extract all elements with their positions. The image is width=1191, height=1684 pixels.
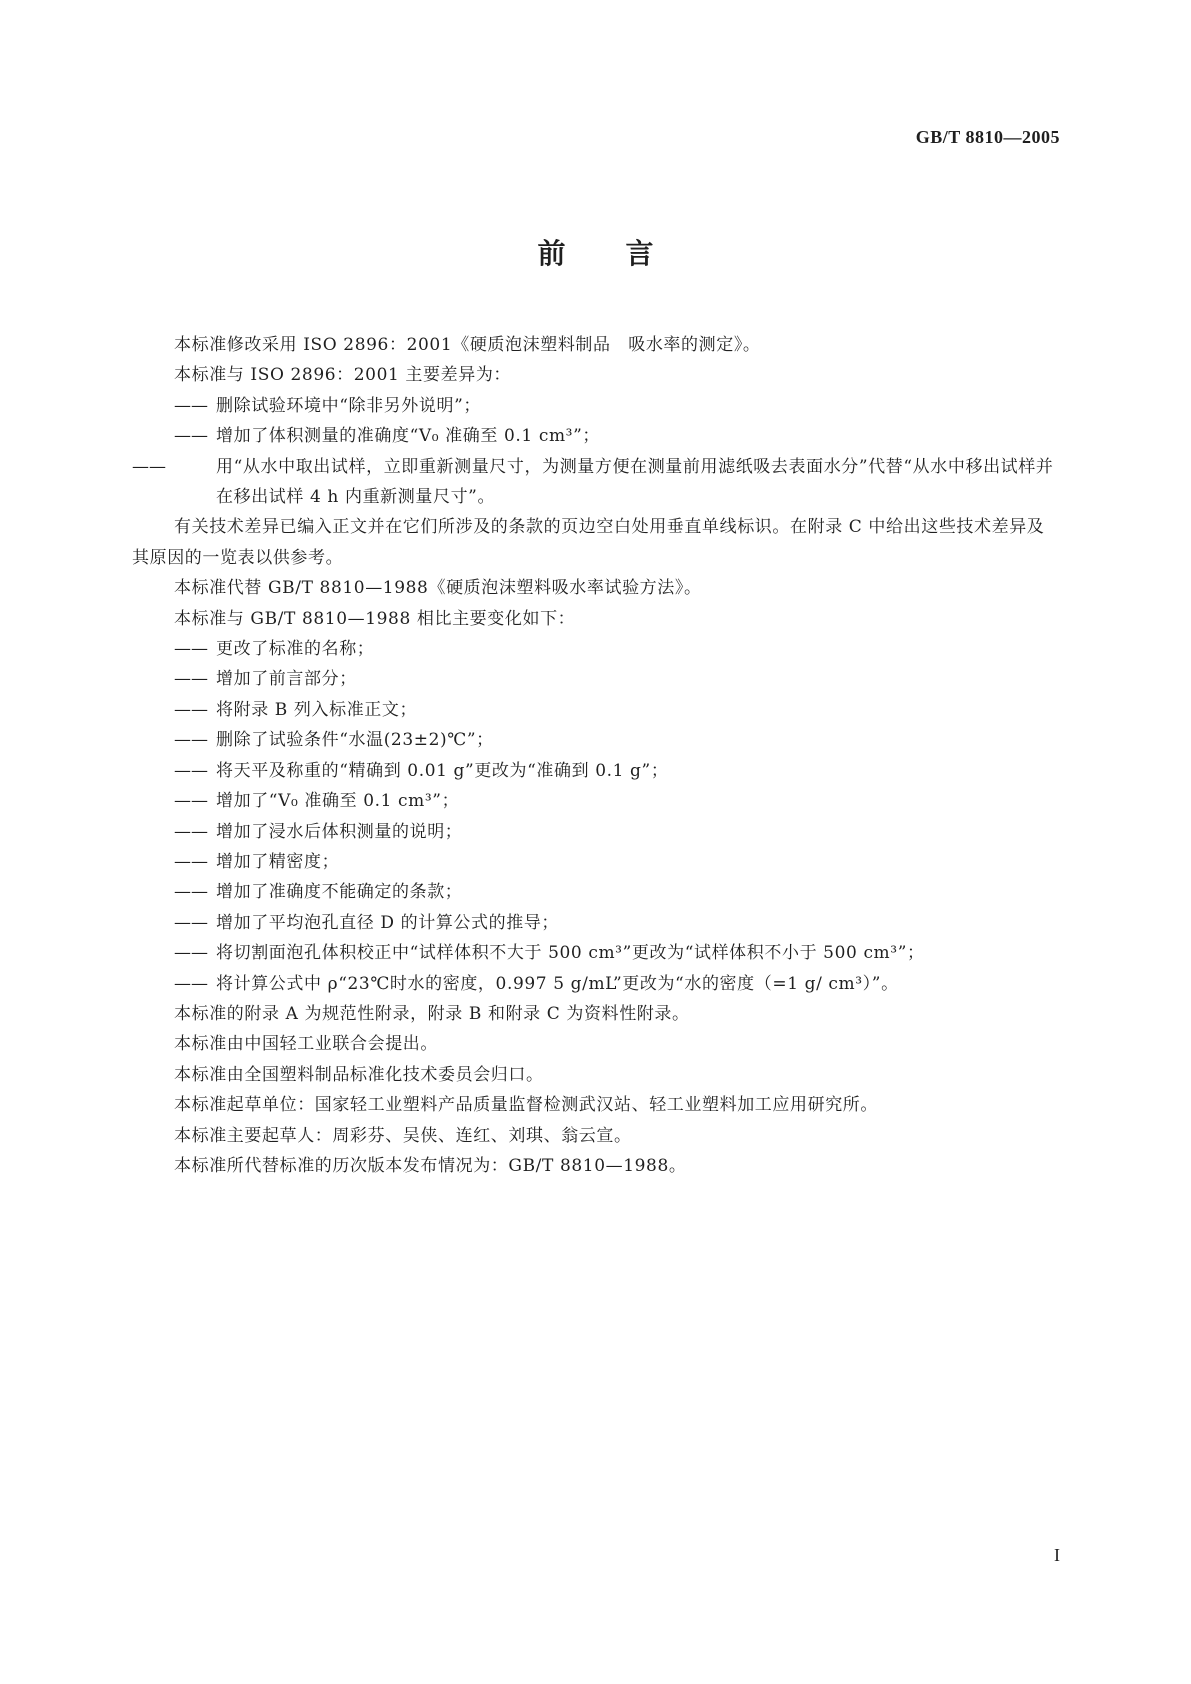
paragraph-replaces: 本标准代替 GB/T 8810—1988《硬质泡沫塑料吸水率试验方法》。 (174, 578, 702, 599)
dash-marker: —— (174, 791, 208, 812)
dash-marker: —— (174, 821, 208, 842)
dash-marker: —— (174, 912, 208, 933)
dash-marker: —— (174, 730, 208, 751)
list-item (132, 421, 1060, 451)
dash-marker: —— (132, 456, 166, 477)
paragraph-drafters: 本标准主要起草人：周彩芬、吴侠、连红、刘琪、翁云宣。 (174, 1125, 632, 1146)
list-item (132, 817, 1060, 847)
dash-marker: —— (174, 426, 208, 447)
list-item (132, 938, 1060, 968)
list-item-text: 更改了标准的名称； (216, 639, 375, 660)
list-item (132, 786, 1060, 816)
paragraph-adoption: 本标准修改采用 ISO 2896：2001《硬质泡沫塑料制品 吸水率的测定》。 (174, 335, 761, 355)
paragraph-changes-intro: 本标准与 GB/T 8810—1988 相比主要变化如下： (174, 608, 576, 629)
list-item-text: 增加了平均泡孔直径 D 的计算公式的推导； (216, 912, 560, 933)
paragraph-proposed-by: 本标准由中国轻工业联合会提出。 (174, 1034, 438, 1055)
dash-marker: —— (174, 699, 208, 720)
list-item-text: 将切割面泡孔体积校正中“试样体积不大于 500 cm³”更改为“试样体积不小于 500 cm³”； (216, 943, 925, 964)
list-item-text: 增加了准确度不能确定的条款； (216, 882, 463, 903)
dash-marker: —— (174, 882, 208, 903)
list-item-text: 将天平及称重的“精确到 0.01 g”更改为“准确到 0.1 g”； (216, 760, 669, 781)
list-item-text: 增加了浸水后体积测量的说明； (216, 821, 463, 842)
foreword-body (132, 330, 1060, 1181)
paragraph-differences-intro: 本标准与 ISO 2896：2001 主要差异为： (174, 365, 512, 386)
dash-marker: —— (174, 395, 208, 416)
dash-marker: —— (174, 669, 208, 690)
list-item (132, 664, 1060, 694)
page-number: I (1054, 1545, 1060, 1565)
dash-marker: —— (174, 973, 208, 994)
list-item (132, 634, 1060, 664)
list-item (132, 391, 1060, 421)
paragraph-technical-differences: 有关技术差异已编入正文并在它们所涉及的条款的页边空白处用垂直单线标识。在附录 C 中给出这些技术差异及其原因的一览表以供参考。 (132, 517, 1045, 568)
list-item (132, 725, 1060, 755)
list-item (132, 877, 1060, 907)
paragraph-previous-editions: 本标准所代替标准的历次版本发布情况为：GB/T 8810—1988。 (174, 1155, 687, 1176)
list-item-text: 增加了体积测量的准确度“V₀ 准确至 0.1 cm³”； (216, 426, 600, 447)
page-title: 前言 (537, 237, 714, 270)
list-item-text: 将计算公式中 ρ“23℃时水的密度，0.997 5 g/mL”更改为“水的密度（=1 g/ cm³）”。 (216, 973, 899, 994)
list-item (132, 847, 1060, 877)
paragraph-under-jurisdiction: 本标准由全国塑料制品标准化技术委员会归口。 (174, 1064, 544, 1085)
list-item (132, 969, 1060, 999)
list-item-text: 增加了“V₀ 准确至 0.1 cm³”； (216, 791, 460, 812)
list-item (132, 756, 1060, 786)
dash-marker: —— (174, 943, 208, 964)
list-item-text: 将附录 B 列入标准正文； (216, 699, 418, 720)
list-item (132, 908, 1060, 938)
list-item-text: 增加了精密度； (216, 851, 340, 872)
list-item-text: 删除了试验条件“水温(23±2)℃”； (216, 730, 494, 751)
list-item (132, 452, 1060, 513)
list-item-text: 增加了前言部分； (216, 669, 357, 690)
paragraph-drafting-units: 本标准起草单位：国家轻工业塑料产品质量监督检测武汉站、轻工业塑料加工应用研究所。 (174, 1095, 878, 1116)
dash-marker: —— (174, 760, 208, 781)
list-item (132, 695, 1060, 725)
dash-marker: —— (174, 851, 208, 872)
standard-code: GB/T 8810—2005 (915, 127, 1060, 147)
dash-marker: —— (174, 639, 208, 660)
list-item-text: 用“从水中取出试样，立即重新测量尺寸，为测量方便在测量前用滤纸吸去表面水分”代替“从水中移出试样并在移出试样 4 h 内重新测量尺寸”。 (216, 456, 1054, 508)
list-item-text: 删除试验环境中“除非另外说明”； (216, 395, 481, 416)
paragraph-annexes: 本标准的附录 A 为规范性附录，附录 B 和附录 C 为资料性附录。 (174, 1003, 690, 1024)
